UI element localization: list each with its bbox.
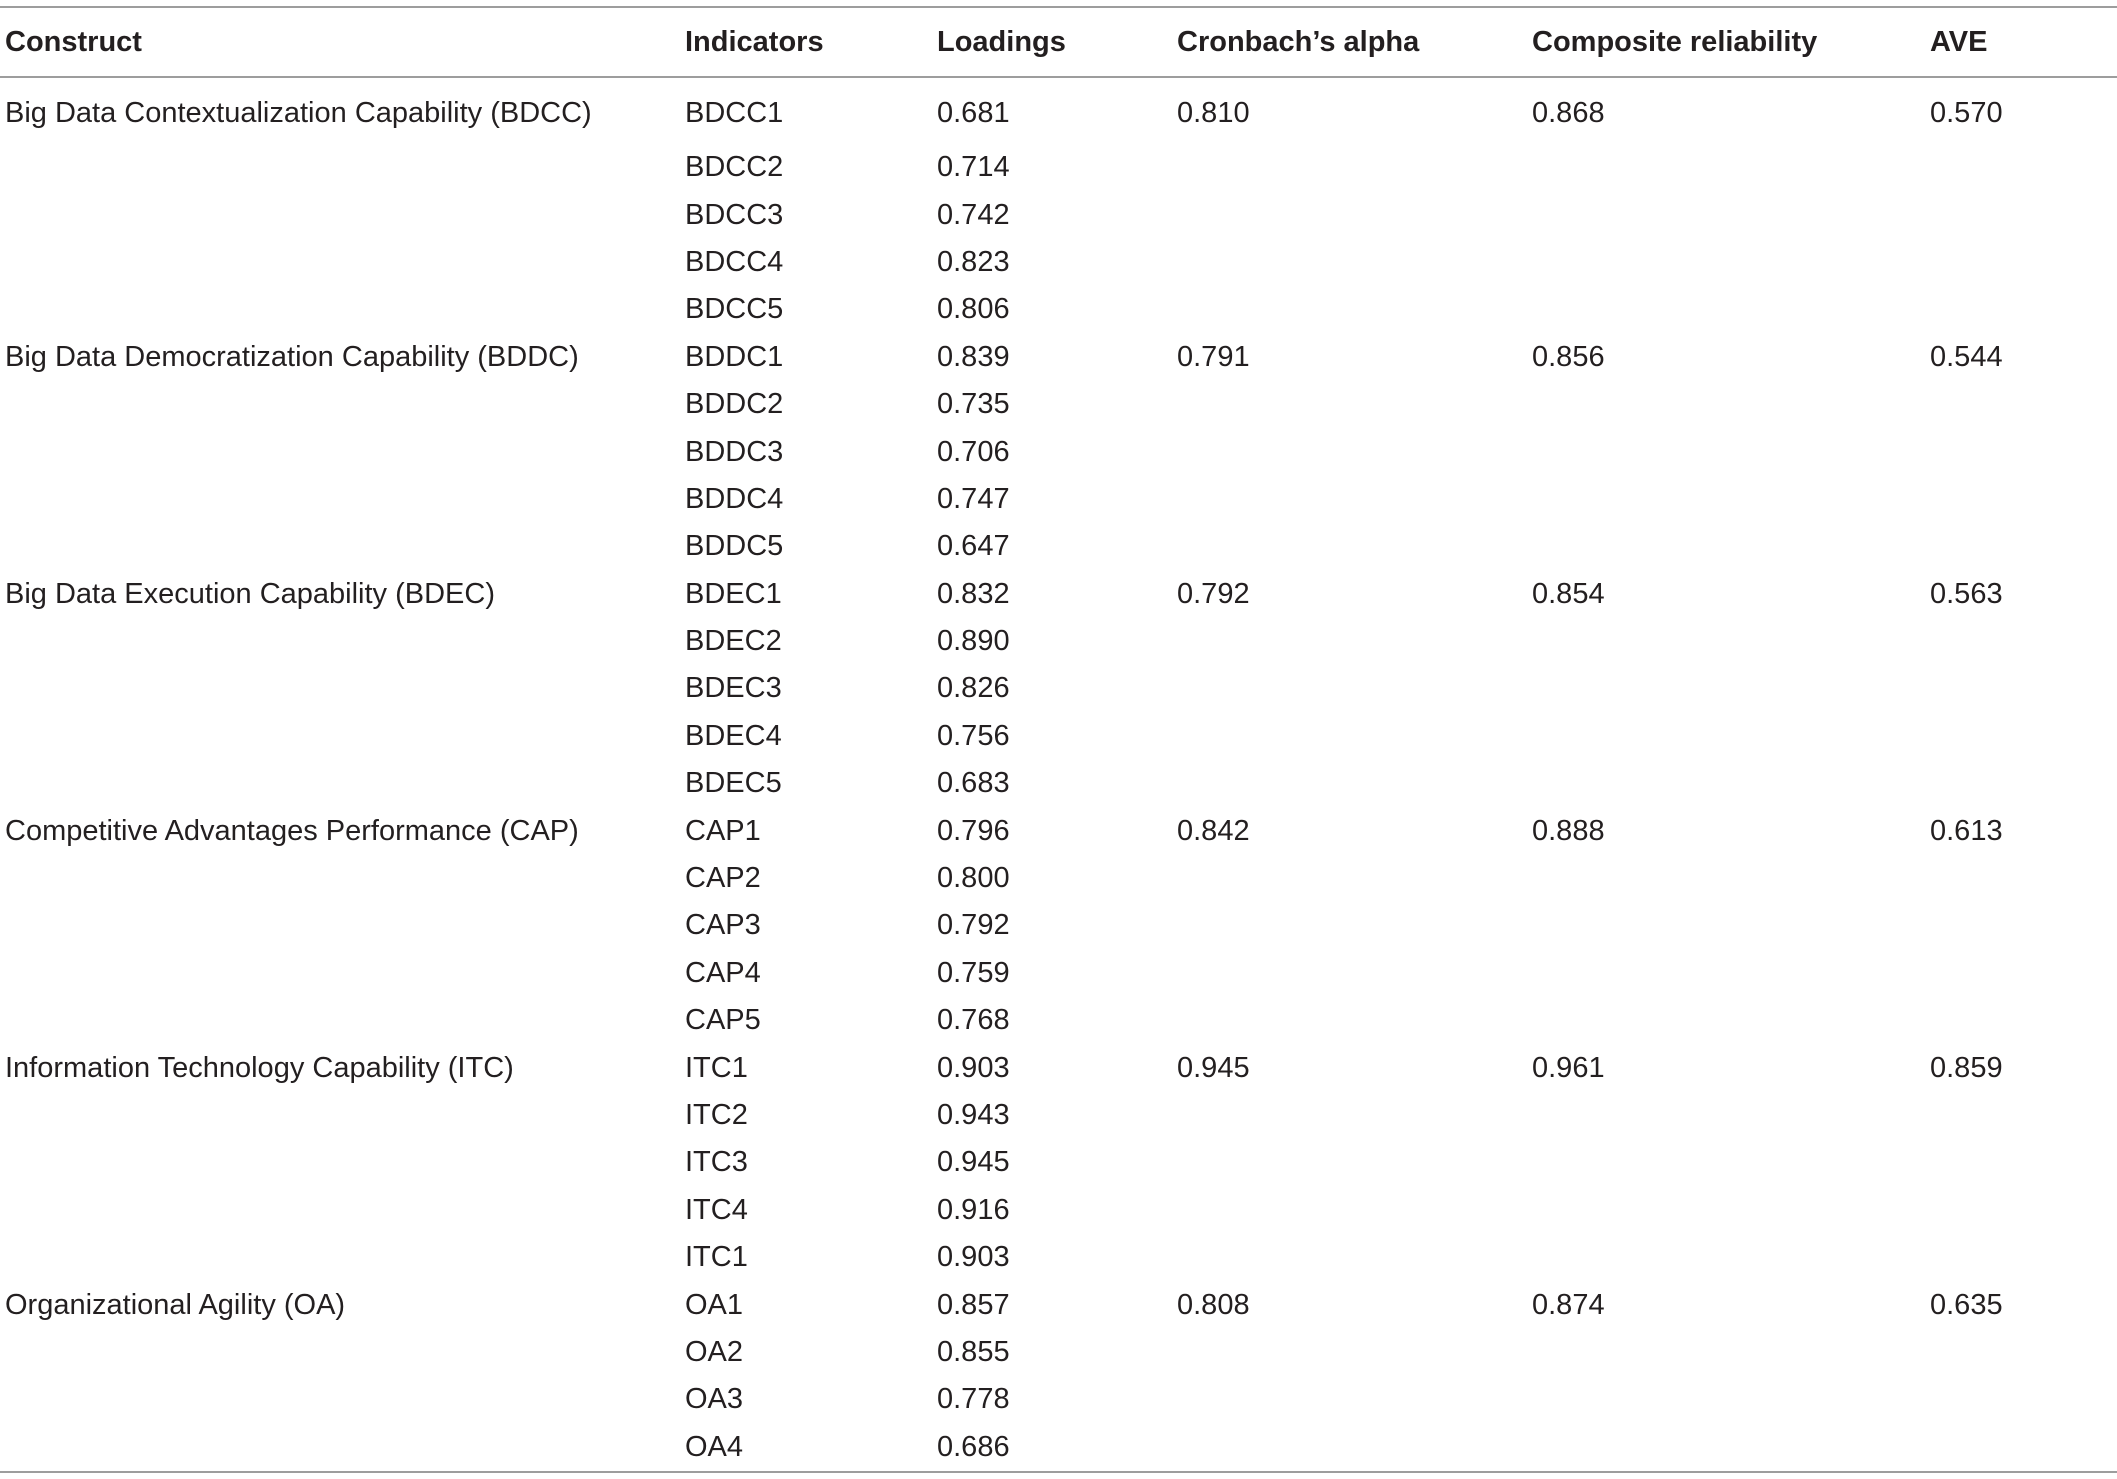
table-row xyxy=(0,902,2117,949)
cell-composite-reliability xyxy=(1527,713,1925,760)
cell-construct xyxy=(0,144,680,191)
table-row xyxy=(0,144,2117,191)
cell-composite-reliability xyxy=(1527,1234,1925,1281)
cell-composite-reliability: 0.961 xyxy=(1532,1051,1605,1084)
cell-cronbachs-alpha xyxy=(1172,476,1527,523)
table-row xyxy=(0,476,2117,523)
cell-ave: 0.563 xyxy=(1930,577,2003,610)
cell-indicator: BDEC3 xyxy=(685,672,782,705)
header-cronbachs-alpha: Cronbach’s alpha xyxy=(1177,25,1420,58)
cell-indicator: OA4 xyxy=(685,1430,744,1463)
table-row xyxy=(0,1329,2117,1376)
cell-loading: 0.756 xyxy=(937,719,1010,752)
cell-cronbachs-alpha xyxy=(1172,950,1527,997)
cell-cronbachs-alpha xyxy=(1172,760,1527,807)
cell-cronbachs-alpha xyxy=(1172,144,1527,191)
cell-cronbachs-alpha xyxy=(1172,902,1527,949)
cell-construct xyxy=(0,1329,680,1376)
table-row xyxy=(0,997,2117,1044)
cell-indicator: BDEC2 xyxy=(685,625,782,658)
cell-ave: 0.613 xyxy=(1930,814,2003,847)
cell-loading: 0.792 xyxy=(937,909,1010,942)
cell-loading: 0.839 xyxy=(937,340,1010,373)
cell-ave xyxy=(1925,713,2117,760)
cell-cronbachs-alpha xyxy=(1172,1234,1527,1281)
cell-ave xyxy=(1925,760,2117,807)
cell-loading: 0.857 xyxy=(937,1288,1010,1321)
table-row xyxy=(0,286,2117,333)
cell-composite-reliability xyxy=(1527,523,1925,570)
cell-loading: 0.800 xyxy=(937,862,1010,895)
cell-ave: 0.544 xyxy=(1930,340,2003,373)
table-row xyxy=(0,1139,2117,1186)
cell-composite-reliability: 0.854 xyxy=(1532,577,1605,610)
cell-composite-reliability xyxy=(1527,144,1925,191)
cell-composite-reliability xyxy=(1527,476,1925,523)
cell-cronbachs-alpha xyxy=(1172,1376,1527,1423)
cell-loading: 0.890 xyxy=(937,625,1010,658)
cell-ave xyxy=(1925,523,2117,570)
cell-cronbachs-alpha xyxy=(1172,523,1527,570)
cell-loading: 0.714 xyxy=(937,151,1010,184)
cell-construct xyxy=(0,902,680,949)
cell-loading: 0.943 xyxy=(937,1099,1010,1131)
cell-ave xyxy=(1925,1139,2117,1186)
cell-loading: 0.747 xyxy=(937,482,1010,515)
cell-indicator: BDDC1 xyxy=(685,340,784,373)
cell-composite-reliability xyxy=(1527,1424,1925,1471)
table-row xyxy=(0,1281,2117,1328)
cell-cronbachs-alpha: 0.810 xyxy=(1177,96,1250,129)
cell-cronbachs-alpha xyxy=(1172,239,1527,286)
cell-construct xyxy=(0,1187,680,1234)
cell-composite-reliability xyxy=(1527,950,1925,997)
cell-cronbachs-alpha xyxy=(1172,1424,1527,1471)
cell-composite-reliability: 0.874 xyxy=(1532,1288,1605,1321)
cell-loading: 0.903 xyxy=(937,1051,1010,1084)
cell-composite-reliability xyxy=(1527,1329,1925,1376)
cell-loading: 0.823 xyxy=(937,245,1010,278)
table-row xyxy=(0,334,2117,381)
table-row xyxy=(0,381,2117,428)
table-row xyxy=(0,760,2117,807)
table-row xyxy=(0,523,2117,570)
cell-ave: 0.635 xyxy=(1930,1288,2003,1321)
cell-indicator: BDDC3 xyxy=(685,435,784,468)
cell-indicator: BDEC1 xyxy=(685,577,782,610)
table-row xyxy=(0,1376,2117,1423)
table-row xyxy=(0,1092,2117,1139)
cell-loading: 0.759 xyxy=(937,956,1010,989)
cell-ave xyxy=(1925,381,2117,428)
cell-cronbachs-alpha: 0.808 xyxy=(1177,1288,1250,1321)
table-header-row xyxy=(0,6,2117,78)
table-row xyxy=(0,1044,2117,1091)
cell-cronbachs-alpha xyxy=(1172,713,1527,760)
cell-cronbachs-alpha: 0.842 xyxy=(1177,814,1250,847)
cell-cronbachs-alpha xyxy=(1172,1092,1527,1139)
cell-composite-reliability xyxy=(1527,665,1925,712)
cell-ave xyxy=(1925,665,2117,712)
cell-ave xyxy=(1925,428,2117,475)
cell-composite-reliability xyxy=(1527,381,1925,428)
cell-indicator: OA2 xyxy=(685,1335,744,1368)
cell-ave xyxy=(1925,1329,2117,1376)
cell-ave xyxy=(1925,618,2117,665)
cell-loading: 0.945 xyxy=(937,1146,1010,1179)
cell-ave xyxy=(1925,1234,2117,1281)
cell-composite-reliability: 0.888 xyxy=(1532,814,1605,847)
cell-construct xyxy=(0,286,680,333)
cell-loading: 0.855 xyxy=(937,1335,1010,1368)
cell-construct: Big Data Democratization Capability (BDDC) xyxy=(5,340,579,373)
cell-ave xyxy=(1925,855,2117,902)
cell-construct xyxy=(0,1092,680,1139)
table-row xyxy=(0,428,2117,475)
cell-indicator: BDCC3 xyxy=(685,198,784,231)
cell-indicator: ITC1 xyxy=(685,1241,748,1274)
cell-ave xyxy=(1925,286,2117,333)
cell-ave xyxy=(1925,997,2117,1044)
cell-ave xyxy=(1925,476,2117,523)
cell-construct xyxy=(0,855,680,902)
cell-construct xyxy=(0,191,680,238)
cell-construct xyxy=(0,523,680,570)
cell-construct xyxy=(0,618,680,665)
cell-indicator: BDEC5 xyxy=(685,767,782,800)
cell-indicator: CAP1 xyxy=(685,814,761,847)
cell-indicator: BDDC4 xyxy=(685,482,784,515)
table-row xyxy=(0,618,2117,665)
cell-ave xyxy=(1925,1424,2117,1471)
cell-loading: 0.832 xyxy=(937,577,1010,610)
cell-loading: 0.903 xyxy=(937,1241,1010,1274)
table-row xyxy=(0,713,2117,760)
table-row xyxy=(0,1424,2117,1471)
cell-ave xyxy=(1925,191,2117,238)
cell-indicator: BDCC4 xyxy=(685,245,784,278)
header-ave: AVE xyxy=(1930,25,1988,58)
table-row xyxy=(0,191,2117,238)
table-row xyxy=(0,239,2117,286)
reliability-table xyxy=(0,6,2117,1471)
cell-construct xyxy=(0,665,680,712)
table-row xyxy=(0,950,2117,997)
table-row xyxy=(0,807,2117,854)
cell-construct xyxy=(0,997,680,1044)
cell-loading: 0.683 xyxy=(937,767,1010,800)
cell-loading: 0.826 xyxy=(937,672,1010,705)
header-loadings: Loadings xyxy=(937,25,1066,58)
cell-construct xyxy=(0,1234,680,1281)
cell-composite-reliability xyxy=(1527,191,1925,238)
cell-composite-reliability xyxy=(1527,1187,1925,1234)
cell-construct xyxy=(0,950,680,997)
cell-cronbachs-alpha: 0.792 xyxy=(1177,577,1250,610)
cell-cronbachs-alpha: 0.945 xyxy=(1177,1051,1250,1084)
cell-ave xyxy=(1925,1187,2117,1234)
cell-indicator: CAP2 xyxy=(685,862,761,895)
cell-composite-reliability xyxy=(1527,1092,1925,1139)
cell-loading: 0.706 xyxy=(937,435,1010,468)
cell-indicator: ITC2 xyxy=(685,1099,748,1131)
cell-cronbachs-alpha xyxy=(1172,1329,1527,1376)
cell-cronbachs-alpha xyxy=(1172,191,1527,238)
table-row xyxy=(0,571,2117,618)
cell-composite-reliability xyxy=(1527,902,1925,949)
cell-cronbachs-alpha xyxy=(1172,428,1527,475)
cell-indicator: ITC3 xyxy=(685,1146,748,1179)
cell-loading: 0.916 xyxy=(937,1193,1010,1226)
cell-composite-reliability xyxy=(1527,997,1925,1044)
cell-loading: 0.778 xyxy=(937,1383,1010,1416)
cell-loading: 0.686 xyxy=(937,1430,1010,1463)
cell-loading: 0.796 xyxy=(937,814,1010,847)
cell-ave: 0.570 xyxy=(1930,96,2003,129)
cell-construct xyxy=(0,713,680,760)
cell-construct xyxy=(0,239,680,286)
table-row xyxy=(0,78,2117,144)
header-composite-reliability: Composite reliability xyxy=(1532,25,1818,58)
table-row xyxy=(0,1187,2117,1234)
cell-indicator: BDEC4 xyxy=(685,719,782,752)
cell-construct: Big Data Execution Capability (BDEC) xyxy=(5,577,495,610)
header-indicators: Indicators xyxy=(685,25,824,58)
table-body xyxy=(0,78,2117,1471)
cell-ave xyxy=(1925,144,2117,191)
cell-cronbachs-alpha xyxy=(1172,1139,1527,1186)
cell-loading: 0.647 xyxy=(937,530,1010,563)
cell-ave xyxy=(1925,1376,2117,1423)
cell-composite-reliability: 0.856 xyxy=(1532,340,1605,373)
cell-ave: 0.859 xyxy=(1930,1051,2003,1084)
cell-loading: 0.806 xyxy=(937,293,1010,326)
cell-loading: 0.681 xyxy=(937,96,1010,129)
cell-composite-reliability xyxy=(1527,428,1925,475)
cell-loading: 0.742 xyxy=(937,198,1010,231)
cell-ave xyxy=(1925,239,2117,286)
cell-cronbachs-alpha xyxy=(1172,665,1527,712)
cell-indicator: CAP3 xyxy=(685,909,761,942)
cell-indicator: OA1 xyxy=(685,1288,744,1321)
cell-cronbachs-alpha xyxy=(1172,618,1527,665)
cell-construct xyxy=(0,381,680,428)
cell-indicator: ITC1 xyxy=(685,1051,748,1084)
cell-loading: 0.735 xyxy=(937,388,1010,421)
table-bottom-rule xyxy=(0,1471,2117,1473)
cell-indicator: CAP4 xyxy=(685,956,761,989)
table-row xyxy=(0,855,2117,902)
cell-indicator: BDCC1 xyxy=(685,96,784,129)
cell-ave xyxy=(1925,950,2117,997)
cell-composite-reliability xyxy=(1527,239,1925,286)
table-header xyxy=(0,6,2117,78)
cell-loading: 0.768 xyxy=(937,1004,1010,1037)
cell-cronbachs-alpha xyxy=(1172,286,1527,333)
cell-construct xyxy=(0,476,680,523)
cell-indicator: BDDC5 xyxy=(685,530,784,563)
table-row xyxy=(0,1234,2117,1281)
cell-construct: Organizational Agility (OA) xyxy=(5,1288,346,1321)
cell-composite-reliability: 0.868 xyxy=(1532,96,1605,129)
cell-composite-reliability xyxy=(1527,760,1925,807)
cell-cronbachs-alpha xyxy=(1172,1187,1527,1234)
cell-construct xyxy=(0,428,680,475)
cell-composite-reliability xyxy=(1527,1139,1925,1186)
cell-cronbachs-alpha: 0.791 xyxy=(1177,340,1250,373)
table-row xyxy=(0,665,2117,712)
cell-indicator: BDCC2 xyxy=(685,151,784,184)
cell-composite-reliability xyxy=(1527,286,1925,333)
cell-composite-reliability xyxy=(1527,1376,1925,1423)
cell-indicator: OA3 xyxy=(685,1383,744,1416)
cell-construct xyxy=(0,1424,680,1471)
cell-ave xyxy=(1925,902,2117,949)
cell-cronbachs-alpha xyxy=(1172,997,1527,1044)
header-construct: Construct xyxy=(5,25,142,58)
cell-indicator: ITC4 xyxy=(685,1193,748,1226)
cell-indicator: BDCC5 xyxy=(685,293,784,326)
cell-composite-reliability xyxy=(1527,855,1925,902)
cell-cronbachs-alpha xyxy=(1172,381,1527,428)
cell-indicator: CAP5 xyxy=(685,1004,761,1037)
cell-construct: Big Data Contextualization Capability (BDCC) xyxy=(5,96,592,129)
cell-cronbachs-alpha xyxy=(1172,855,1527,902)
cell-construct xyxy=(0,760,680,807)
cell-composite-reliability xyxy=(1527,618,1925,665)
cell-construct xyxy=(0,1139,680,1186)
cell-construct: Competitive Advantages Performance (CAP) xyxy=(5,814,579,847)
cell-construct xyxy=(0,1376,680,1423)
cell-ave xyxy=(1925,1092,2117,1139)
cell-construct: Information Technology Capability (ITC) xyxy=(5,1051,514,1084)
cell-indicator: BDDC2 xyxy=(685,388,784,421)
